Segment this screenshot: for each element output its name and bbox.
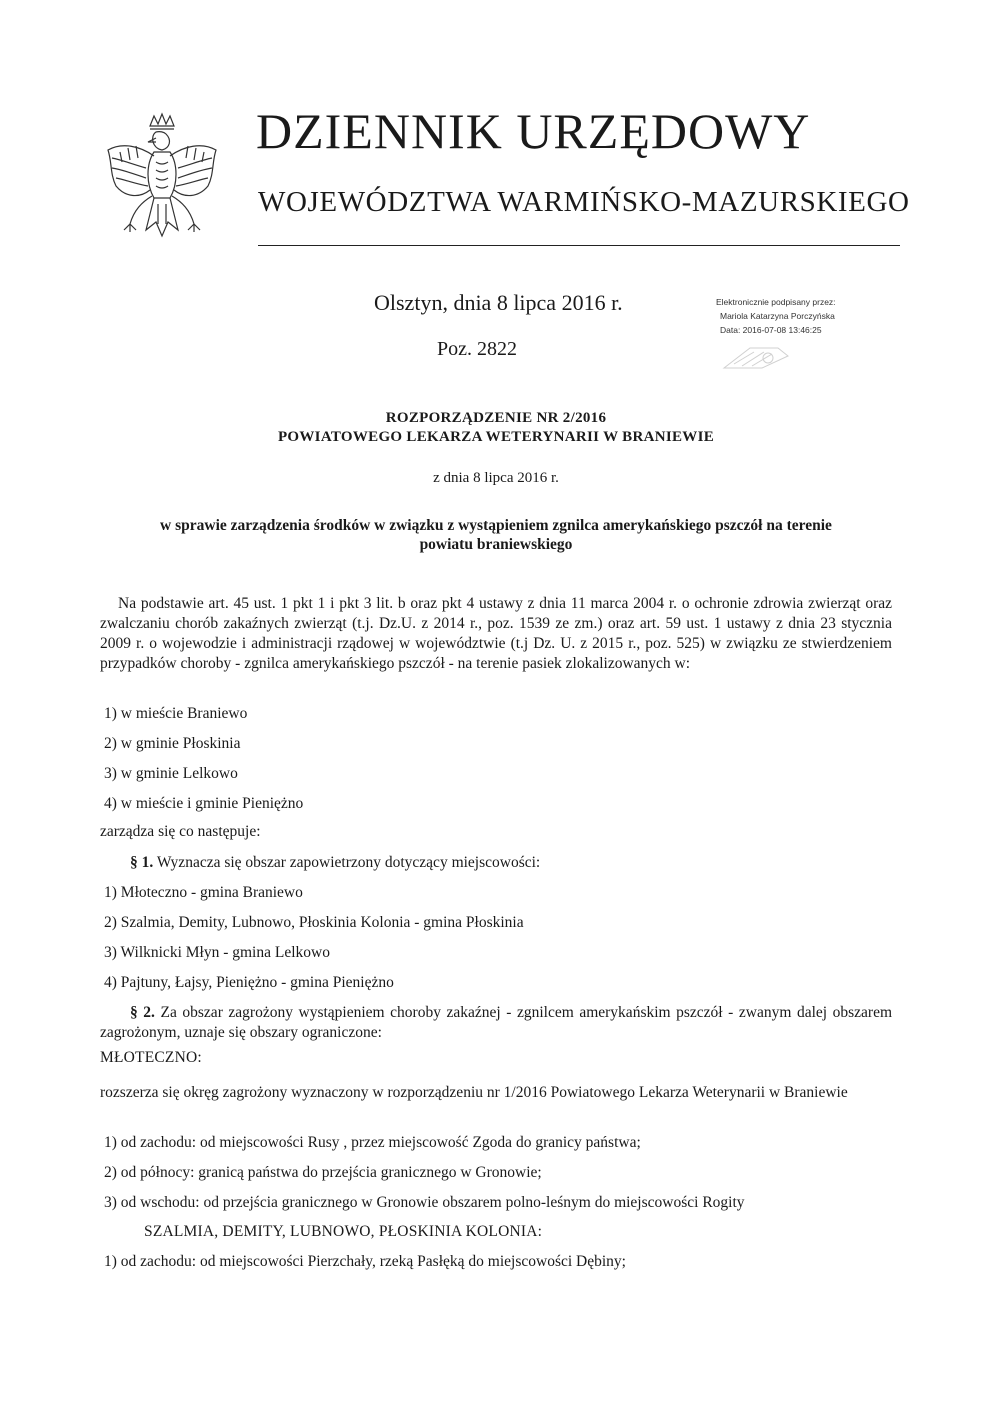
act-subject-line: powiatu braniewskiego xyxy=(419,536,573,553)
signature-line-signed-by: Elektronicznie podpisany przez: xyxy=(716,297,836,307)
section-1-item: 4) Pajtuny, Łajsy, Pieniężno - gmina Pieniężno xyxy=(104,974,394,991)
masthead-divider xyxy=(258,245,900,246)
section-2-mark: § 2. xyxy=(130,1004,155,1021)
signature-line-date: Data: 2016-07-08 13:46:25 xyxy=(720,325,822,335)
act-title: ROZPORZĄDZENIE NR 2/2016 xyxy=(385,410,607,426)
location-item: 1) w mieście Braniewo xyxy=(104,705,248,722)
preamble-text: Na podstawie art. 45 ust. 1 pkt 1 i pkt 3 lit. b oraz pkt 4 ustawy z dnia 11 marca 2004 r. o ochronie zdrowia zwierząt oraz zwalczaniu chorób zakaźnych zwierząt (t.j. Dz.U. z 2014 r., poz. 1539 ze zm.) oraz art. 59 ust. 1 ustawy z dnia 23 stycznia 2009 r. o wojewodzie i administracji rządowej w województwie (t.j Dz. U. z 2015 r., poz. 525) w związku ze stwierdzeniem przypadków choroby - zgnilca amerykańskiego pszczół - na terenie pasiek zlokalizowanych w: xyxy=(100,595,892,672)
location-item: 2) w gminie Płoskinia xyxy=(104,735,241,752)
location-item: 3) w gminie Lelkowo xyxy=(104,765,238,782)
section-1-item: 1) Młoteczno - gmina Braniewo xyxy=(104,884,303,901)
masthead-subtitle: WOJEWÓDZTWA WARMIŃSKO-MAZURSKIEGO xyxy=(258,186,910,218)
position-number: Poz. 2822 xyxy=(437,338,517,360)
electronic-signature xyxy=(716,295,876,337)
eagle-emblem-icon xyxy=(100,112,224,252)
section-1-item: 2) Szalmia, Demity, Lubnowo, Płoskinia Kolonia - gmina Płoskinia xyxy=(104,914,524,931)
mloteczno-text: rozszerza się okręg zagrożony wyznaczony w rozporządzeniu nr 1/2016 Powiatowego Lekarza Weterynarii w Braniewie xyxy=(100,1084,848,1101)
decree-intro: zarządza się co następuje: xyxy=(100,823,261,840)
szalmia-item: 1) od zachodu: od miejscowości Pierzchały, rzeką Pasłęką do miejscowości Dębiny; xyxy=(104,1253,626,1270)
signature-line-signer: Mariola Katarzyna Porczyńska xyxy=(720,311,835,321)
section-1-text: Wyznacza się obszar zapowietrzony dotyczący miejscowości: xyxy=(156,854,541,871)
mloteczno-item: 1) od zachodu: od miejscowości Rusy , przez miejscowość Zgoda do granicy państwa; xyxy=(104,1134,641,1151)
act-date: z dnia 8 lipca 2016 r. xyxy=(433,470,559,486)
place-date: Olsztyn, dnia 8 lipca 2016 r. xyxy=(374,290,623,315)
section-1 xyxy=(130,853,540,873)
section-2-text: Za obszar zagrożony wystąpieniem choroby zakaźnej - zgnilcem amerykańskim pszczół - zwanym dalej obszarem zagrożonym, uznaje się obszary ograniczone: xyxy=(100,1004,893,1041)
mloteczno-heading: MŁOTECZNO: xyxy=(100,1049,202,1066)
section-1-item: 3) Wilknicki Młyn - gmina Lelkowo xyxy=(104,944,330,961)
mloteczno-item: 2) od północy: granicą państwa do przejścia granicznego w Gronowie; xyxy=(104,1164,542,1181)
signature-stamp-icon xyxy=(720,342,792,372)
act-issuer: POWIATOWEGO LEKARZA WETERYNARII W BRANIEWIE xyxy=(277,429,715,445)
act-subject xyxy=(116,516,876,554)
preamble-paragraph xyxy=(100,594,892,674)
masthead-title: DZIENNIK URZĘDOWY xyxy=(256,103,811,159)
szalmia-heading: SZALMIA, DEMITY, LUBNOWO, PŁOSKINIA KOLONIA: xyxy=(144,1223,543,1240)
section-1-mark: § 1. xyxy=(130,854,154,871)
location-item: 4) w mieście i gminie Pieniężno xyxy=(104,795,304,812)
section-2 xyxy=(100,1003,892,1043)
mloteczno-item: 3) od wschodu: od przejścia granicznego w Gronowie obszarem polno-leśnym do miejscowości Rogity xyxy=(104,1194,745,1211)
act-subject-line: w sprawie zarządzenia środków w związku z wystąpieniem zgnilca amerykańskiego pszczół na terenie xyxy=(160,517,832,534)
